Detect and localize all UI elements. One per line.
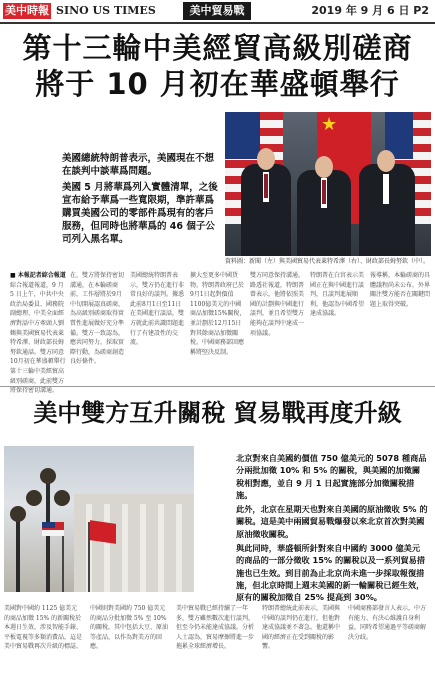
story2-body (4, 604, 431, 698)
story2-column-1: 美國對中國約 1125 億美元的商品加徵 15% 的新關稅於本週日生效，涉及智能手錶、平板電視等多類消費品，這是美中貿易戰再次升級的標誌。 (4, 605, 83, 651)
story2-photo (4, 446, 194, 592)
newspaper-name: SINO US TIMES (56, 4, 156, 17)
story2-intro (236, 452, 428, 606)
story2-column-5: 中國商務部發言人表示，中方有能力、有決心維護自身利益，同時希望通過平等磋商解決分歧。 (348, 605, 427, 641)
story1-photo (225, 112, 431, 256)
story1-column-5: 雙方同意保持溝通。路透社報道，特朗普曾表示，他將依照美國的計劃與中國進行談判，並且希望雙方能夠在談判中達成一項協議。 (250, 272, 305, 337)
story2-column-3: 美中貿易戰已經持續了一年多，雙方雖然數次進行談判，但至今仍未能達成協議。分析人士認為，貿易摩擦將進一步拖累全球經濟增長。 (176, 605, 255, 651)
story1-column-4: 擴大至更多中國貨物。特朗普政府已於9月1日起對價值1100億美元的中國商品加徵15%關稅，並計劃於12月15日對其餘商品加徵關稅。中國商務部回應稱將堅決反制。 (190, 272, 246, 356)
story2-column-4: 特朗普總統此前表示，美國與中國的談判仍在進行，但他對達成協議並不著急。他還稱中國的經濟正在受到關稅的影響。 (262, 605, 341, 651)
story2-intro-p3: 與此同時，華盛頓所針對來自中國約 3000 億美元的商品的一部分徵收 15% 的關稅以及一系列貿易措施也已生效。到目前為止北京尚未進一步採取報復措施，但北京時間上週末美國的新一輪關稅已經生效，原有的關稅加徵自 25% 提高到 30%。 (236, 543, 426, 603)
issue-date: 2019 年 9 月 6 日 P2 (311, 4, 429, 17)
story2-headline: 美中雙方互升關稅 貿易戰再度升級 (33, 399, 402, 427)
story1-headline-line1: 第十三輪中美經貿高級別磋商 (22, 31, 413, 65)
section-label: 美中貿易戰 (183, 2, 251, 20)
story1-headline (0, 30, 435, 102)
story2-column-2: 中國則對美國約 750 億美元的商品分批加徵 5% 至 10% 的關稅，其中包括大豆、原油等產品，以作為對美方的回應。 (90, 605, 169, 651)
story1-intro-p1: 美國總統特朗普表示，美國現在不想在談判中談華爲問題。 (62, 153, 215, 177)
us-flag-small (42, 522, 64, 536)
byline: ■ 本報記者綜合報道 (10, 272, 66, 279)
newspaper-logo: 美中時報 (5, 4, 49, 17)
story1-headline-line2: 將于 10 月初在華盛頓舉行 (35, 67, 400, 101)
column-text: 綜合報道報道，9 月 5 日上午，中共中央政治局委員、國務院副總理、中美全面經濟對話中方牽頭人劉鶴與美國貿易代表萊特希澤、財政部長姆努欽通話。雙方同意10月初在華盛頓舉行第十三輪中美經貿高級別磋商，此前雙方將保持密切溝通。 (10, 281, 66, 395)
story1-column-1 (10, 271, 66, 395)
china-flag-small (90, 520, 116, 544)
china-flag: ★ (317, 112, 371, 224)
story2-intro-p1: 北京對來自美國約價值 750 億美元的 5078 種商品分兩批加徵 10% 和 5% 的關稅，與美國的加徵關稅相對應，並自 9 月 1 日起實施部分加徵關稅措施。 (236, 453, 427, 500)
story1-intro (62, 152, 218, 249)
story1-column-2: 在，雙方將保持密切溝通，在本輪磋商前，工作層將於9月中旬開展認真磋商，為高級別磋商取得實質性進展做好充分準備。雙方一致認為，應共同努力，採取實際行動，為磋商創造良好條件。 (70, 272, 125, 366)
story1-column-3: 美國總統特朗普表示，雙方仍在進行非常良好的談判。據悉此前8月1日至11日在美國進行談話，雙方就此前共識問題進行了有建設性的交流。 (130, 272, 185, 347)
section-divider (0, 386, 435, 387)
story1-column-6: 特朗普在白宮表示美國正在與中國進行談判，且談判進展順利，他認為中國希望達成協議。 (310, 272, 365, 318)
masthead (0, 0, 435, 24)
story1-column-7: 報導稱，本輪磋商的具體議程尚未公布，外界關注雙方能否在關鍵問題上取得突破。 (370, 272, 431, 308)
story2-intro-p2: 此外，北京在星期天也對來自美國的原油徵收 5% 的關稅。這是美中兩國貿易戰爆發以來北京首次對美國原油徵收關稅。 (236, 504, 428, 539)
story1-body (10, 271, 431, 395)
story1-photo-caption: 資料圖：新聞（左）與美國貿易代表萊特希澤（右）、財政部長姆努欽（中）。 (225, 258, 430, 265)
story1-intro-p2: 美國 5 月將華爲列入實體清單，之後宣布給予華爲一些寬限期，準許華爲購買美國公司的零部件爲現有的客戶服務，但同時也將華爲的 46 個子公司列入黑名單。 (62, 182, 218, 245)
